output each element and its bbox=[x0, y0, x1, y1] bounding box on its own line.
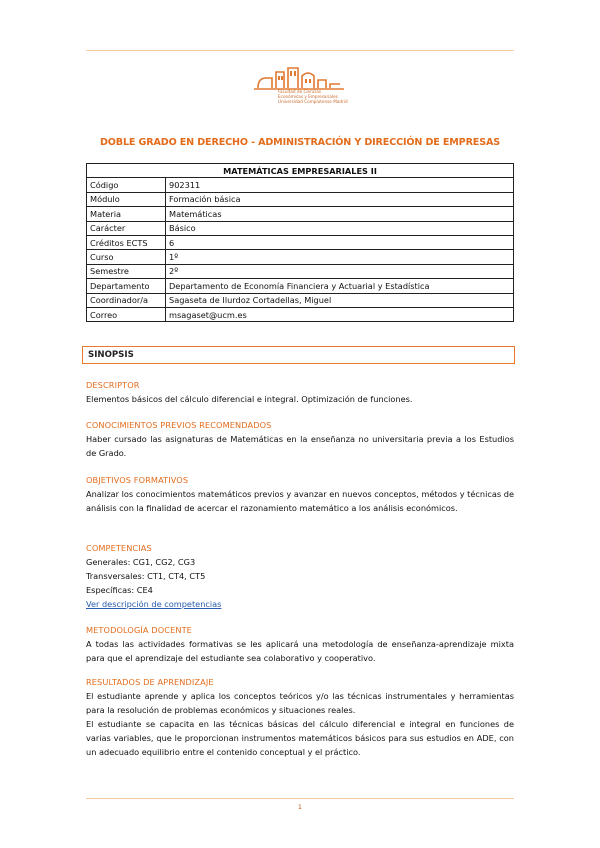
table-row bbox=[87, 279, 514, 293]
logo-line: Universidad Complutense Madrid bbox=[278, 99, 348, 104]
table-row bbox=[87, 293, 514, 307]
table-row bbox=[87, 221, 514, 235]
competencias-link[interactable]: Ver descripción de competencias bbox=[86, 599, 222, 609]
row-value: 902311 bbox=[166, 178, 514, 192]
objetivos-title: OBJETIVOS FORMATIVOS bbox=[86, 475, 189, 485]
row-value: Formación básica bbox=[166, 192, 514, 206]
table-row bbox=[87, 164, 514, 178]
row-label: Coordinador/a bbox=[87, 293, 166, 307]
header-rule bbox=[86, 50, 514, 51]
objetivos-text: Analizar los conocimientos matemáticos previos y avanzar en nuevos conceptos, métodos y técnicas de análisis con la finalidad de acercar el razonamiento matemático a los análisis económicos. bbox=[86, 489, 514, 513]
row-value: Departamento de Economía Financiera y Actuarial y Estadística bbox=[166, 279, 514, 293]
competencias-generales: Generales: CG1, CG2, CG3 bbox=[86, 557, 196, 567]
row-label: Curso bbox=[87, 250, 166, 264]
row-label: Materia bbox=[87, 207, 166, 221]
row-label: Código bbox=[87, 178, 166, 192]
competencias-especificas: Específicas: CE4 bbox=[86, 585, 153, 595]
logo-line: Económicas y Empresariales bbox=[278, 94, 338, 99]
logo-line: Facultad de Ciencias bbox=[278, 89, 322, 94]
row-label: Semestre bbox=[87, 264, 166, 278]
page-number: 1 bbox=[297, 803, 303, 811]
faculty-logo bbox=[250, 58, 350, 116]
row-value: Matemáticas bbox=[166, 207, 514, 221]
course-info-table bbox=[86, 163, 514, 322]
competencias-transversales: Transversales: CT1, CT4, CT5 bbox=[86, 571, 206, 581]
row-label: Correo bbox=[87, 307, 166, 321]
table-row bbox=[87, 307, 514, 321]
resultados-text-1: El estudiante aprende y aplica los conceptos teóricos y/o las técnicas instrumentales y herramientas para la resolución de problemas económicos y situaciones reales. bbox=[86, 691, 514, 715]
table-row bbox=[87, 235, 514, 249]
table-row bbox=[87, 250, 514, 264]
row-value: Básico bbox=[166, 221, 514, 235]
table-row bbox=[87, 178, 514, 192]
row-value: 2º bbox=[166, 264, 514, 278]
degree-title: DOBLE GRADO EN DERECHO - ADMINISTRACIÓN Y DIRECCIÓN DE EMPRESAS bbox=[99, 137, 501, 148]
table-row bbox=[87, 192, 514, 206]
metodologia-text: A todas las actividades formativas se les aplicará una metodología de enseñanza-aprendizaje mixta para que el aprendizaje del estudiante sea colaborativo y cooperativo. bbox=[86, 639, 514, 663]
resultados-text-2: El estudiante se capacita en las técnicas básicas del cálculo diferencial e integral en funciones de varias variables, que le proporcionan instrumentos matemáticos básicos para sus estudios en ADE, con un adecuado equilibrio entre el contenido conceptual y el práctico. bbox=[86, 719, 514, 757]
table-row bbox=[87, 264, 514, 278]
resultados-title: RESULTADOS DE APRENDIZAJE bbox=[86, 677, 214, 687]
row-label: Departamento bbox=[87, 279, 166, 293]
row-value: 1º bbox=[166, 250, 514, 264]
row-label: Carácter bbox=[87, 221, 166, 235]
descriptor-title: DESCRIPTOR bbox=[86, 380, 140, 390]
row-value: Sagaseta de Ilurdoz Cortadellas, Miguel bbox=[166, 293, 514, 307]
competencias-title: COMPETENCIAS bbox=[86, 543, 152, 553]
course-title: MATEMÁTICAS EMPRESARIALES II bbox=[87, 164, 514, 178]
conocimientos-title: CONOCIMIENTOS PREVIOS RECOMENDADOS bbox=[86, 420, 272, 430]
row-label: Créditos ECTS bbox=[87, 235, 166, 249]
descriptor-text: Elementos básicos del cálculo diferencial e integral. Optimización de funciones. bbox=[86, 394, 413, 404]
metodologia-title: METODOLOGÍA DOCENTE bbox=[86, 625, 192, 635]
row-value: msagaset@ucm.es bbox=[166, 307, 514, 321]
row-value: 6 bbox=[166, 235, 514, 249]
row-label: Módulo bbox=[87, 192, 166, 206]
footer-rule bbox=[86, 798, 514, 799]
logo-caption bbox=[278, 89, 348, 104]
conocimientos-text: Haber cursado las asignaturas de Matemáticas en la enseñanza no universitaria previa a los Estudios de Grado. bbox=[86, 434, 514, 458]
sinopsis-heading: SINOPSIS bbox=[82, 346, 515, 364]
table-row bbox=[87, 207, 514, 221]
